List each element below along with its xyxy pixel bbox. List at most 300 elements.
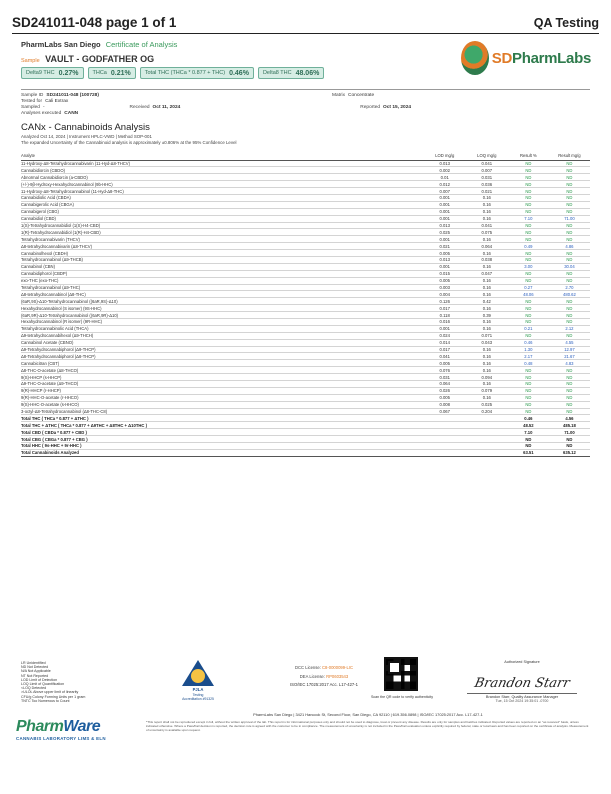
empty-cell <box>466 436 508 443</box>
empty-cell <box>424 422 466 429</box>
logo-prefix: SD <box>491 49 512 67</box>
analyte-name: Δ9-THC-O-acetate (Δ9-THCO) <box>21 381 424 388</box>
empty-cell <box>424 449 466 456</box>
table-row <box>21 332 590 339</box>
analyte-name: Δ8-tetrahydrocannabinol (Δ8-THC) <box>21 291 424 298</box>
reported-date: Oct 15, 2024 <box>383 104 412 110</box>
loq-value: 0.16 <box>466 325 508 332</box>
total-name: Total HHC ( 9s-HHC + 9r-HHC ) <box>21 443 424 450</box>
lod-value: 0.017 <box>424 305 466 312</box>
pill-label: Delta9 THC <box>26 70 55 76</box>
loq-value: 0.16 <box>466 201 508 208</box>
result-pct: ND <box>508 374 549 381</box>
analyses-value: CANN <box>64 111 79 117</box>
empty-cell <box>424 415 466 422</box>
pill-value: 0.46% <box>229 69 249 77</box>
loq-value: 0.16 <box>466 394 508 401</box>
total-pct: 7.10 <box>508 429 549 436</box>
empty-cell <box>466 443 508 450</box>
summary-pills <box>21 67 324 79</box>
sdpharmlabs-logo <box>461 38 591 78</box>
lod-value: 0.005 <box>424 360 466 367</box>
table-row <box>21 174 590 181</box>
sample-label: Sample <box>21 58 40 64</box>
loq-value: 0.16 <box>466 318 508 325</box>
pill-label: THCa <box>92 70 107 76</box>
result-mg: ND <box>549 167 590 174</box>
pill-label: Total THC (THCa * 0.877 + THC) <box>144 70 226 76</box>
analyte-name: 9(R)-HHC-O-acetate (r-HHCO) <box>21 394 424 401</box>
lod-value: 0.001 <box>424 215 466 222</box>
result-mg: ND <box>549 194 590 201</box>
analyte-name: 11-Hydroxy-Δ8-Tetrahydrocannabivarin (11-Hyd-Δ8-THCV) <box>21 160 424 167</box>
summary-pill-delta8 <box>258 67 324 79</box>
table-row <box>21 298 590 305</box>
analyte-name: Δ9-tetrahydrocannabihexol (Δ9-THCH) <box>21 332 424 339</box>
analyte-name: Cannabinolhexol (CBDH) <box>21 250 424 257</box>
dcc-label: DCC License: <box>295 665 321 670</box>
loq-value: 0.021 <box>466 188 508 195</box>
loq-value: 0.16 <box>466 284 508 291</box>
result-mg: 30.04 <box>549 263 590 270</box>
result-pct: ND <box>508 208 549 215</box>
analyte-name: 9(S)-HHCP (s-HHCP) <box>21 374 424 381</box>
analyte-name: Hexahydrocannabinol (S isomer) (9S-HHC) <box>21 305 424 312</box>
col-loq: LOQ mg/g <box>466 148 508 160</box>
total-mg: 635.12 <box>549 449 590 456</box>
sample-id: SD241011-048 (100728) <box>46 92 99 98</box>
lod-value: 0.005 <box>424 394 466 401</box>
analyte-name: 9(S)-HHC-O-acetate (s-HHCO) <box>21 401 424 408</box>
loq-value: 0.16 <box>466 263 508 270</box>
result-pct: ND <box>508 270 549 277</box>
result-pct: ND <box>508 160 549 167</box>
result-mg: ND <box>549 222 590 229</box>
legend-item: LR Unidentified <box>21 661 46 665</box>
col-result-mg: Result mg/g <box>549 148 590 160</box>
loq-value: 0.16 <box>466 291 508 298</box>
result-mg: ND <box>549 208 590 215</box>
analyte-name: Cannabigerol (CBG) <box>21 208 424 215</box>
result-pct: 2.17 <box>508 353 549 360</box>
matrix-value: Concentrate <box>348 92 375 98</box>
result-mg: ND <box>549 401 590 408</box>
loq-value: 0.39 <box>466 312 508 319</box>
verification-qr-code[interactable] <box>384 657 418 691</box>
total-mg: ND <box>549 436 590 443</box>
meta-label: Sampled <box>21 104 40 110</box>
result-mg: ND <box>549 188 590 195</box>
table-row <box>21 215 590 222</box>
result-pct: ND <box>508 174 549 181</box>
table-row <box>21 367 590 374</box>
empty-cell <box>466 415 508 422</box>
pill-value: 48.06% <box>295 69 320 77</box>
total-name: Total CBD ( CBDa * 0.877 + CBD ) <box>21 429 424 436</box>
empty-cell <box>466 449 508 456</box>
analyte-name: Δ8-THC-O-acetate (Δ8-THCO) <box>21 367 424 374</box>
result-mg: ND <box>549 201 590 208</box>
result-mg: 4.55 <box>549 339 590 346</box>
table-row <box>21 208 590 215</box>
lod-value: 0.013 <box>424 256 466 263</box>
summary-pill-thca <box>88 67 136 79</box>
analyte-name: exo-THC (exo-THC) <box>21 277 424 284</box>
table-row <box>21 256 590 263</box>
result-mg: 2.12 <box>549 325 590 332</box>
analyte-name: Tetrahydrocannabinolic Acid (THCA) <box>21 325 424 332</box>
analysis-info: Analyzed Oct 14, 2024 | Instrument HPLC-VWD | Method SOP-001 <box>21 134 152 139</box>
logo-wordmark <box>492 50 591 67</box>
result-mg: 2.70 <box>549 284 590 291</box>
section-title: CANx - Cannabinoids Analysis <box>21 122 150 133</box>
disclaimer: *This report shall not be reproduced except in full, without the written approval of the lab. This report is for informational purposes only and should not be used to diagnose, treat or prevent any disease. Results are only for samples and batches indicated. Reported values are reported on an "as received" basis, unless indicated otherwise. Where a Pass/Fail decision is reported, the decision rule is agreed with the customer to be in compliance. The measurement of uncertainty is not included in the Pass/Fail evaluation unless explicitly required by federal, state or local laws and has been reported on the certificate of analysis. Measurement of uncertainty is available upon request. <box>146 720 589 732</box>
result-mg: 4.83 <box>549 360 590 367</box>
lab-address: PharmLabs San Diego | 3421 Hancock St, Second Floor, San Diego, CA 92110 | 619.356.0898 | ISO/IEC 17025:2017 Acc. L17-427-1 <box>253 712 483 717</box>
empty-cell <box>466 429 508 436</box>
table-row <box>21 408 590 415</box>
result-mg: ND <box>549 160 590 167</box>
result-mg: ND <box>549 229 590 236</box>
loq-value: 0.025 <box>466 401 508 408</box>
result-mg: ND <box>549 256 590 263</box>
result-pct: ND <box>508 381 549 388</box>
lod-value: 0.026 <box>424 387 466 394</box>
total-row <box>21 443 590 450</box>
loq-value: 0.094 <box>466 374 508 381</box>
analyte-name: Δ8-tetrahydrocannabivarin (Δ8-THCV) <box>21 243 424 250</box>
lod-value: 0.031 <box>424 374 466 381</box>
lod-value: 0.076 <box>424 367 466 374</box>
lod-value: 0.016 <box>424 318 466 325</box>
lod-value: 0.008 <box>424 401 466 408</box>
col-result-pct: Result % <box>508 148 549 160</box>
result-mg: ND <box>549 381 590 388</box>
table-row <box>21 353 590 360</box>
loq-value: 0.041 <box>466 160 508 167</box>
result-mg: ND <box>549 298 590 305</box>
result-pct: ND <box>508 201 549 208</box>
col-lod: LOD mg/g <box>424 148 466 160</box>
pharmware-part2: Ware <box>63 718 101 735</box>
result-pct: 0.48 <box>508 360 549 367</box>
legend-item: LOQ Limit of Quantification <box>21 682 65 687</box>
legend-item: TNTC Too Numerous to Count <box>21 698 70 703</box>
loq-value: 0.16 <box>466 381 508 388</box>
analyte-name: Δ9-Tetrahydrocannabiphorol (Δ9-THCP) <box>21 346 424 353</box>
pharmware-part1: Pharm <box>16 718 64 735</box>
total-pct: ND <box>508 443 549 450</box>
analyte-name: Tetrahydrocannabivarin (THCV) <box>21 236 424 243</box>
table-row <box>21 305 590 312</box>
table-row <box>21 270 590 277</box>
result-pct: ND <box>508 394 549 401</box>
total-mg: 4.56 <box>549 415 590 422</box>
total-mg: 71.00 <box>549 429 590 436</box>
analyte-name: Tetrahydrocannabinol (Δ9-THCB) <box>21 256 424 263</box>
total-pct: ND <box>508 436 549 443</box>
dcc-license: C8-0000099-LIC <box>322 665 353 670</box>
tested-for-value: Cali Extrax <box>45 98 69 104</box>
signature-block <box>467 660 577 703</box>
total-row <box>21 429 590 436</box>
handwritten-signature: Brandon Starr <box>472 676 572 691</box>
analyte-name: 11-Hydroxy-Δ8-Tetrahydrocannabinol (11-Hyd-Δ8-THC) <box>21 188 424 195</box>
analyte-name: Cannabidiolic Acid (CBDA) <box>21 194 424 201</box>
analyte-name: Cannabidiorcin (CBDO) <box>21 167 424 174</box>
table-row <box>21 236 590 243</box>
pharmware-wordmark <box>16 718 106 736</box>
result-pct: ND <box>508 222 549 229</box>
result-pct: ND <box>508 312 549 319</box>
empty-cell <box>466 422 508 429</box>
table-row <box>21 250 590 257</box>
col-analyte: Analyte <box>21 148 424 160</box>
analyte-name: 3-octyl-Δ8-Tetrahydrocannabinol (Δ8-THC-C8) <box>21 408 424 415</box>
pill-value: 0.27% <box>58 69 79 77</box>
cannabinoids-table <box>21 148 590 457</box>
lab-company: PharmLabs San Diego <box>21 40 101 49</box>
legend-item: N/A Not Applicable <box>21 669 51 674</box>
table-row <box>21 387 590 394</box>
total-pct: 48.52 <box>508 422 549 429</box>
table-row <box>21 181 590 188</box>
loq-value: 0.041 <box>466 222 508 229</box>
table-row <box>21 167 590 174</box>
analyte-name: Tetrahydrocannabinol (Δ9-THC) <box>21 284 424 291</box>
result-mg: 21.67 <box>549 353 590 360</box>
analyte-name: 1(S)-Tetrahydrocannabidiol (1(S)-H4-CBD) <box>21 222 424 229</box>
loq-value: 0.16 <box>466 353 508 360</box>
lod-value: 0.041 <box>424 353 466 360</box>
analyte-name: (6aR,9S)-Δ10-Tetrahydrocannabinol ((6aR,9S)-Δ10) <box>21 298 424 305</box>
loq-value: 0.16 <box>466 346 508 353</box>
result-mg: 4.86 <box>549 243 590 250</box>
result-mg: ND <box>549 408 590 415</box>
table-row <box>21 381 590 388</box>
table-row <box>21 374 590 381</box>
pjla-accreditation-logo <box>177 660 219 701</box>
result-mg: ND <box>549 181 590 188</box>
result-mg: ND <box>549 305 590 312</box>
result-mg: ND <box>549 250 590 257</box>
legend-item: LOD Limit of Detection <box>21 677 58 682</box>
loq-value: 0.075 <box>466 229 508 236</box>
pill-label: Delta8 THC <box>262 70 292 76</box>
lod-value: 0.001 <box>424 236 466 243</box>
loq-value: 0.16 <box>466 215 508 222</box>
received-date: Oct 11, 2024 <box>152 104 181 110</box>
table-row <box>21 394 590 401</box>
lod-value: 0.002 <box>424 167 466 174</box>
result-pct: ND <box>508 387 549 394</box>
analyte-name: 1(R)-Tetrahydrocannabidiol (1(R)-H4-CBD) <box>21 229 424 236</box>
result-mg: 71.00 <box>549 215 590 222</box>
lod-value: 0.067 <box>424 408 466 415</box>
total-row <box>21 449 590 456</box>
loq-value: 0.16 <box>466 277 508 284</box>
table-body <box>21 160 590 456</box>
loq-value: 0.036 <box>466 181 508 188</box>
pjla-testing: Testing <box>192 692 204 697</box>
result-mg: ND <box>549 270 590 277</box>
result-pct: 48.06 <box>508 291 549 298</box>
empty-cell <box>424 443 466 450</box>
signature-date: Tue, 15 Oct 2024 19:35:01 -0700 <box>495 699 549 703</box>
lod-value: 0.001 <box>424 194 466 201</box>
result-mg: ND <box>549 174 590 181</box>
result-mg: 12.97 <box>549 346 590 353</box>
table-row <box>21 243 590 250</box>
result-pct: ND <box>508 318 549 325</box>
result-mg: 480.62 <box>549 291 590 298</box>
total-name: Total Cannabinoids Analyzed <box>21 449 424 456</box>
dea-license: RP0603543 <box>326 673 349 679</box>
lod-value: 0.017 <box>424 346 466 353</box>
pjla-label: PJLA <box>192 687 204 692</box>
result-mg: ND <box>549 318 590 325</box>
result-pct: ND <box>508 332 549 339</box>
uncertainty-note: The expanded Uncertainty of the Cannabinoid analysis is approximately ±0.806% at the 95% Confidence Level <box>21 140 237 145</box>
total-mg: ND <box>549 443 590 450</box>
analyte-name: (+/-)-9β-Hydroxy-Hexahydrocannabinol (9b-HHC) <box>21 181 424 188</box>
loq-value: 0.007 <box>466 167 508 174</box>
result-pct: ND <box>508 305 549 312</box>
total-name: Total THC ( THCa * 0.877 + ΔTHC ) <box>21 415 424 422</box>
analyte-name: Cannabicitran (CBT) <box>21 360 424 367</box>
total-row <box>21 436 590 443</box>
loq-value: 0.047 <box>466 270 508 277</box>
result-mg: ND <box>549 374 590 381</box>
legend-item: ND Not Detected <box>21 665 49 670</box>
analyte-name: (6aR,9R)-Δ10-Tetrahydrocannabinol ((6aR,9R)-Δ10) <box>21 312 424 319</box>
sample-meta <box>21 89 590 117</box>
sampled-value: - <box>42 104 45 110</box>
analyte-name: Δ8-Tetrahydrocannabiphorol (Δ8-THCP) <box>21 353 424 360</box>
meta-label: Analyses executed <box>21 111 62 117</box>
pharmware-tagline: CANNABIS LABORATORY LIMS & ELN <box>16 736 106 741</box>
analyte-name: Abnormal Cannabidiorcin (a-CBDO) <box>21 174 424 181</box>
loq-value: 0.16 <box>466 305 508 312</box>
legend-item: >ULOL Above upper limit of linearity <box>21 690 79 695</box>
signature-header: Authorized Signature <box>504 660 540 664</box>
table-row <box>21 360 590 367</box>
legend-item: CFU/g Colony Forming Units per 1 gram <box>21 694 86 699</box>
table-row <box>21 277 590 284</box>
sample-name: VAULT - GODFATHER OG <box>45 54 155 64</box>
section-subtitle <box>21 134 237 146</box>
result-mg: ND <box>549 277 590 284</box>
lod-value: 0.126 <box>424 298 466 305</box>
lod-value: 0.012 <box>424 181 466 188</box>
table-row <box>21 263 590 270</box>
result-pct: ND <box>508 367 549 374</box>
pill-value: 0.21% <box>110 69 131 77</box>
result-pct: 0.46 <box>508 339 549 346</box>
result-mg: ND <box>549 387 590 394</box>
loq-value: 0.038 <box>466 256 508 263</box>
table-row <box>21 318 590 325</box>
logo-name: PharmLabs <box>512 49 591 67</box>
result-pct: 0.27 <box>508 284 549 291</box>
lod-value: 0.021 <box>424 243 466 250</box>
lod-value: 0.024 <box>424 332 466 339</box>
loq-value: 0.16 <box>466 367 508 374</box>
summary-pill-delta9 <box>21 67 84 79</box>
lod-value: 0.118 <box>424 312 466 319</box>
table-row <box>21 346 590 353</box>
legend-item: NT Not Reported <box>21 673 49 678</box>
legend-item: <LOQ Detected <box>21 686 47 691</box>
result-mg: ND <box>549 236 590 243</box>
analyte-name: Cannabidiphorol (CBDP) <box>21 270 424 277</box>
lod-value: 0.064 <box>424 381 466 388</box>
result-pct: ND <box>508 401 549 408</box>
doc-type: Certificate of Analysis <box>105 40 178 49</box>
result-pct: ND <box>508 250 549 257</box>
total-row <box>21 422 590 429</box>
table-row <box>21 325 590 332</box>
total-pct: 0.46 <box>508 415 549 422</box>
meta-label: Sample ID <box>21 92 44 98</box>
result-pct: ND <box>508 167 549 174</box>
result-pct: 7.10 <box>508 215 549 222</box>
result-pct: ND <box>508 298 549 305</box>
qa-testing-title: QA Testing <box>533 15 599 30</box>
loq-value: 0.16 <box>466 250 508 257</box>
result-pct: 0.21 <box>508 325 549 332</box>
loq-value: 0.079 <box>466 387 508 394</box>
summary-pill-total-thc <box>140 67 254 79</box>
loq-value: 0.071 <box>466 332 508 339</box>
signer-name: Brandon Starr, Quality Assurance Manager <box>467 693 577 699</box>
loq-value: 0.204 <box>466 408 508 415</box>
table-row <box>21 160 590 167</box>
result-pct: 0.49 <box>508 243 549 250</box>
table-row <box>21 284 590 291</box>
table-header-row <box>21 148 590 160</box>
analyte-name: Cannabinol Acetate (CBNO) <box>21 339 424 346</box>
loq-value: 0.031 <box>466 174 508 181</box>
loq-value: 0.16 <box>466 208 508 215</box>
table-row <box>21 339 590 346</box>
table-row <box>21 229 590 236</box>
result-pct: ND <box>508 229 549 236</box>
lod-value: 0.01 <box>424 174 466 181</box>
lod-value: 0.001 <box>424 325 466 332</box>
result-mg: ND <box>549 312 590 319</box>
loq-value: 0.16 <box>466 236 508 243</box>
loq-value: 0.16 <box>466 194 508 201</box>
analyte-name: Cannabinol (CBN) <box>21 263 424 270</box>
result-pct: ND <box>508 194 549 201</box>
lod-value: 0.001 <box>424 201 466 208</box>
result-pct: ND <box>508 256 549 263</box>
report-title: SD241011-048 page 1 of 1 <box>12 15 177 30</box>
result-mg: ND <box>549 332 590 339</box>
loq-value: 0.064 <box>466 243 508 250</box>
lod-value: 0.005 <box>424 277 466 284</box>
pjla-triangle-icon <box>182 660 214 686</box>
table-row <box>21 188 590 195</box>
lod-value: 0.001 <box>424 263 466 270</box>
lod-value: 0.015 <box>424 270 466 277</box>
result-mg: ND <box>549 394 590 401</box>
dea-label: DEA License: <box>299 673 325 679</box>
analyte-name: Hexahydrocannabinol (R isomer) (9R-HHC) <box>21 318 424 325</box>
result-pct: ND <box>508 181 549 188</box>
loq-value: 0.16 <box>466 360 508 367</box>
